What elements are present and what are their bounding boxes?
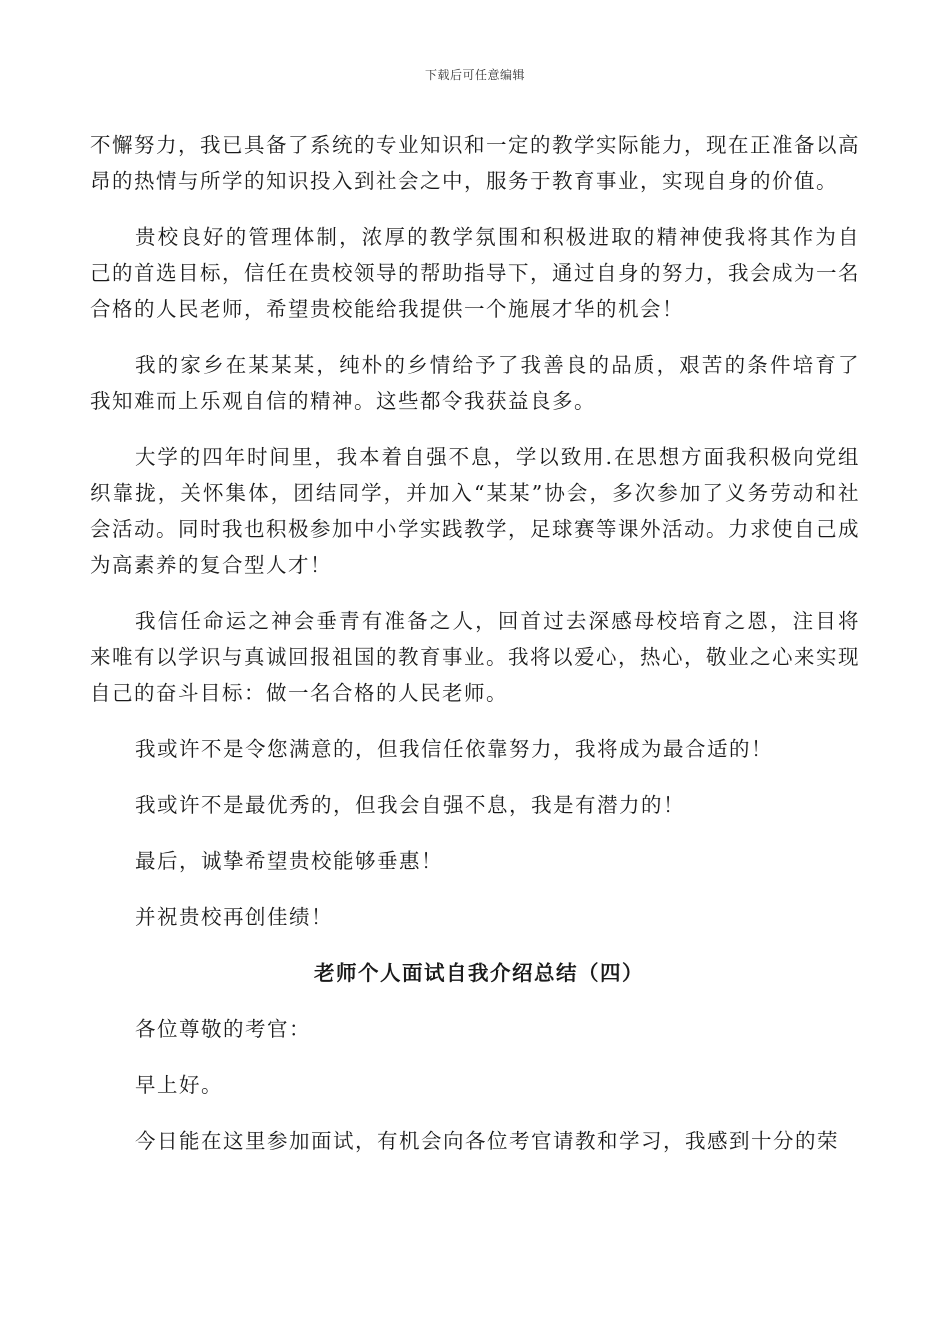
paragraph-wishes: 并祝贵校再创佳绩！ <box>135 905 333 929</box>
paragraph-statement-1: 我或许不是令您满意的，但我信任依靠努力，我将成为最合适的！ <box>135 737 773 761</box>
paragraph-closing: 最后，诚挚希望贵校能够垂惠！ <box>135 849 443 873</box>
paragraph-greeting: 各位尊敬的考官： <box>135 1017 311 1041</box>
document-body <box>90 127 860 1159</box>
paragraph-statement-2: 我或许不是最优秀的，但我会自强不息，我是有潜力的！ <box>135 793 685 817</box>
page-header: 下载后可任意编辑 <box>424 68 525 82</box>
paragraph-intro: 今日能在这里参加面试，有机会向各位考官请教和学习，我感到十分的荣 <box>135 1129 839 1153</box>
paragraph-school-choice: 贵校良好的管理体制，浓厚的教学氛围和积极进取的精神使我将其作为自己的首选目标，信任在贵校领导的帮助指导下，通过自身的努力，我会成为一名合格的人民老师，希望贵校能给我提供一个施展才华的机会！ <box>90 225 860 321</box>
section-title: 老师个人面试自我介绍总结（四） <box>314 961 644 985</box>
paragraph-continuation: 不懈努力，我已具备了系统的专业知识和一定的教学实际能力，现在正准备以高昂的热情与所学的知识投入到社会之中，服务于教育事业，实现自身的价值。 <box>90 133 860 193</box>
paragraph-university: 大学的四年时间里，我本着自强不息，学以致用.在思想方面我积极向党组织靠拢，关怀集体，团结同学，并加入“某某”协会，多次参加了义务劳动和社会活动。同时我也积极参加中小学实践教学，足球赛等课外活动。力求使自己成为高素养的复合型人才！ <box>90 445 860 577</box>
paragraph-belief: 我信任命运之神会垂青有准备之人，回首过去深感母校培育之恩，注目将来唯有以学识与真诚回报祖国的教育事业。我将以爱心，热心，敬业之心来实现自己的奋斗目标：做一名合格的人民老师。 <box>90 609 860 705</box>
paragraph-hometown: 我的家乡在某某某，纯朴的乡情给予了我善良的品质，艰苦的条件培育了我知难而上乐观自信的精神。这些都令我获益良多。 <box>90 353 860 413</box>
paragraph-morning: 早上好。 <box>135 1073 223 1097</box>
